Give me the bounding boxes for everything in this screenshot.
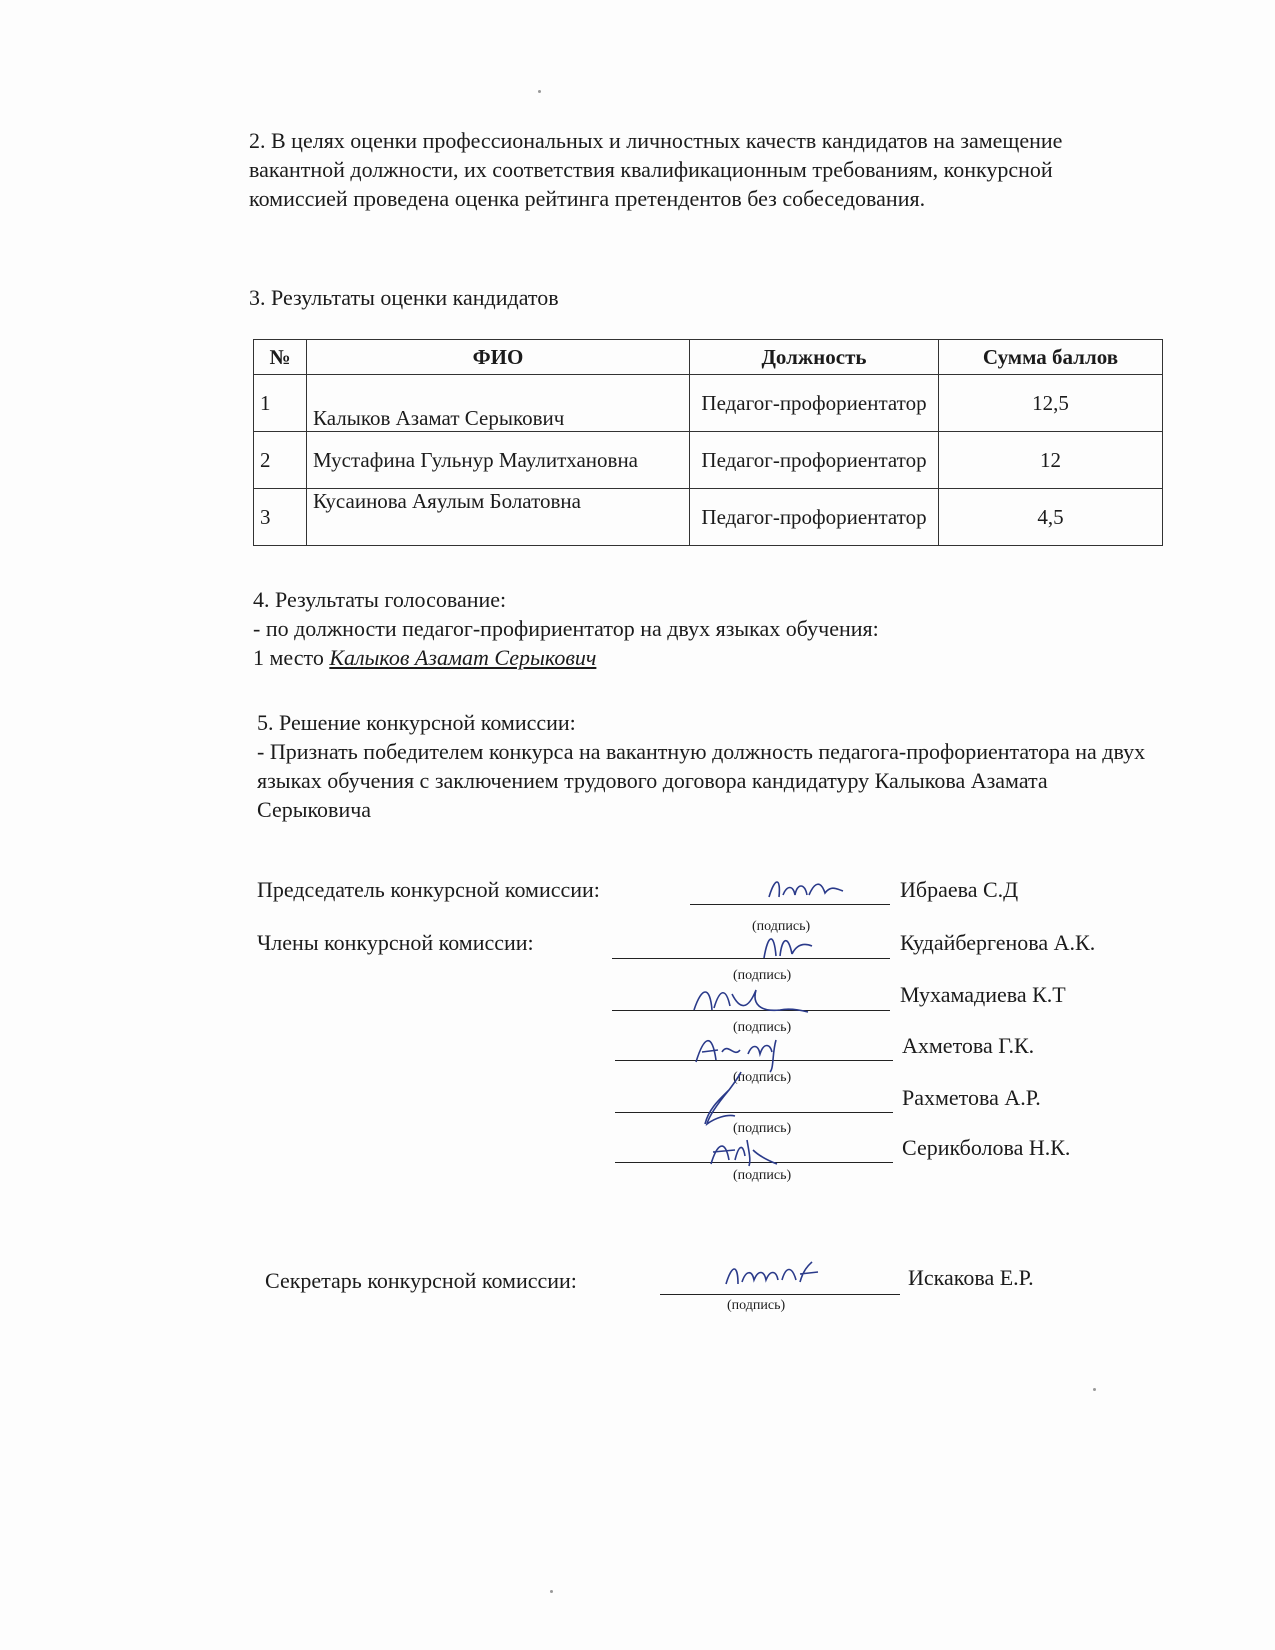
row-score: 12 bbox=[939, 432, 1163, 489]
scan-speck bbox=[550, 1590, 553, 1593]
member-signature bbox=[695, 1068, 755, 1128]
secretary-signature-line bbox=[660, 1294, 900, 1295]
scan-speck bbox=[1093, 1388, 1096, 1391]
row-number: 1 bbox=[254, 375, 307, 432]
member-signature-hint: (подпись) bbox=[733, 1168, 792, 1183]
member-signature-hint: (подпись) bbox=[733, 1020, 792, 1035]
row-score: 4,5 bbox=[939, 489, 1163, 546]
section-5 bbox=[257, 708, 1157, 824]
section-4 bbox=[253, 585, 1153, 672]
header-score: Сумма баллов bbox=[939, 340, 1163, 375]
section-5-text: - Признать победителем конкурса на вакантную должность педагога-профориентатора на двух языках обучения с заключением трудового договора кандидатуру Калыкова Азамата Серыковича bbox=[257, 739, 1146, 822]
results-table bbox=[253, 339, 1163, 546]
members-label: Члены конкурсной комиссии: bbox=[257, 930, 534, 955]
table-row bbox=[254, 489, 1163, 546]
secretary-name: Искакова Е.Р. bbox=[908, 1265, 1034, 1290]
member-signature-line bbox=[612, 958, 890, 959]
section-2-paragraph: 2. В целях оценки профессиональных и личностных качеств кандидатов на замещение вакантной должности, их соответствия квалификационным требованиям, конкурсной комиссией проведена оценка рейтинга претендентов без собеседования. bbox=[249, 128, 1063, 211]
winner-name: Калыков Азамат Серыкович bbox=[329, 645, 597, 670]
member-signature bbox=[690, 980, 810, 1020]
row-fio: Калыков Азамат Серыкович bbox=[307, 375, 690, 432]
member-signature bbox=[758, 928, 818, 968]
member-name: Кудайбергенова А.К. bbox=[900, 930, 1096, 955]
table-header-row bbox=[254, 340, 1163, 375]
member-signature-hint: (подпись) bbox=[733, 1121, 792, 1136]
header-number: № bbox=[254, 340, 307, 375]
place-label: 1 место bbox=[253, 645, 324, 670]
header-fio: ФИО bbox=[307, 340, 690, 375]
member-signature-hint: (подпись) bbox=[733, 968, 792, 983]
section-4-title: 4. Результаты голосование: bbox=[253, 587, 507, 612]
table-row bbox=[254, 432, 1163, 489]
row-score: 12,5 bbox=[939, 375, 1163, 432]
secretary-label: Секретарь конкурсной комиссии: bbox=[265, 1268, 577, 1293]
row-position: Педагог-профориентатор bbox=[690, 489, 939, 546]
secretary-signature bbox=[722, 1258, 822, 1294]
chairman-signature-hint: (подпись) bbox=[752, 919, 811, 934]
header-position: Должность bbox=[690, 340, 939, 375]
member-signature-hint: (подпись) bbox=[733, 1070, 792, 1085]
section-4-place bbox=[253, 643, 1153, 672]
member-signature bbox=[692, 1028, 802, 1072]
member-name: Рахметова А.Р. bbox=[902, 1085, 1041, 1110]
scan-speck bbox=[538, 90, 541, 93]
chairman-label: Председатель конкурсной комиссии: bbox=[257, 877, 600, 902]
member-name: Серикболова Н.К. bbox=[902, 1135, 1071, 1160]
row-position: Педагог-профориентатор bbox=[690, 432, 939, 489]
row-position: Педагог-профориентатор bbox=[690, 375, 939, 432]
row-fio: Мустафина Гульнур Маулитхановна bbox=[307, 432, 690, 489]
table-row bbox=[254, 375, 1163, 432]
row-number: 2 bbox=[254, 432, 307, 489]
member-name: Ахметова Г.К. bbox=[902, 1033, 1035, 1058]
section-5-title: 5. Решение конкурсной комиссии: bbox=[257, 710, 576, 735]
member-name: Мухамадиева К.Т bbox=[900, 982, 1066, 1007]
section-3-title: 3. Результаты оценки кандидатов bbox=[249, 285, 559, 310]
chairman-signature bbox=[765, 875, 845, 905]
row-number: 3 bbox=[254, 489, 307, 546]
section-4-line: - по должности педагог-профириентатор на двух языках обучения: bbox=[253, 616, 879, 641]
member-signature bbox=[705, 1130, 785, 1170]
secretary-signature-hint: (подпись) bbox=[727, 1298, 786, 1313]
row-fio: Кусаинова Аяулым Болатовна bbox=[307, 489, 690, 546]
chairman-name: Ибраева С.Д bbox=[900, 877, 1019, 902]
